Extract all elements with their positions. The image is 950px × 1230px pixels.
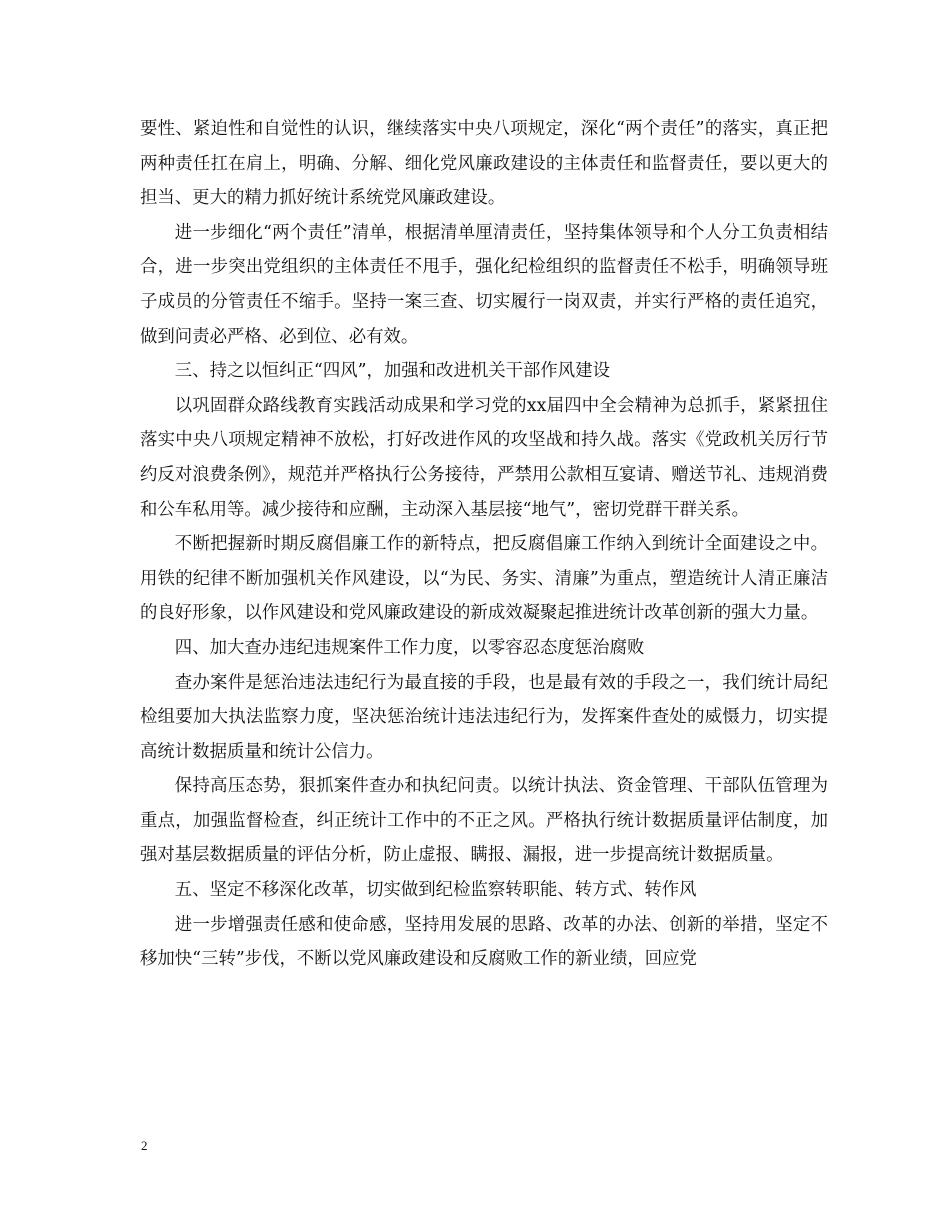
paragraph-1: 要性、紧迫性和自觉性的认识，继续落实中央八项规定，深化“两个责任”的落实，真正把两种责任扛在肩上，明确、分解、细化党风廉政建设的主体责任和监督责任，要以更大的担当、更大的精力抓好统计系统党风廉政建设。 [140,119,828,209]
section-heading-5: 五、坚定不移深化改革，切实做到纪检监察转职能、转方式、转作风 [174,880,697,901]
paragraph-5: 不断把握新时期反腐倡廉工作的新特点，把反腐倡廉工作纳入到统计全面建设之中。用铁的纪律不断加强机关作风建设，以“为民、务实、清廉”为重点，塑造统计人清正廉洁的良好形象，以作风建设和党风廉政建设的新成效凝聚起推进统计改革创新的强大力量。 [140,534,828,624]
page-number: 2 [141,1138,148,1153]
paragraph-7: 查办案件是惩治违法违纪行为最直接的手段，也是最有效的手段之一，我们统计局纪检组要加大执法监察力度，坚决惩治统计违法违纪行为，发挥案件查处的威慑力，切实提高统计数据质量和统计公信力。 [140,672,828,762]
section-heading-4: 四、加大查办违纪违规案件工作力度，以零容忍态度惩治腐败 [174,637,645,658]
paragraph-8: 保持高压态势，狠抓案件查办和执纪问责。以统计执法、资金管理、干部队伍管理为重点，加强监督检查，纠正统计工作中的不正之风。严格执行统计数据质量评估制度，加强对基层数据质量的评估分析，防止虚报、瞒报、漏报，进一步提高统计数据质量。 [140,776,828,866]
paragraph-2: 进一步细化“两个责任”清单，根据清单厘清责任，坚持集体领导和个人分工负责相结合，进一步突出党组织的主体责任不甩手，强化纪检组织的监督责任不松手，明确领导班子成员的分管责任不缩手。坚持一案三查、切实履行一岗双责，并实行严格的责任追究，做到问责必严格、必到位、必有效。 [140,222,828,347]
paragraph-10: 进一步增强责任感和使命感，坚持用发展的思路、改革的办法、创新的举措，坚定不移加快“三转”步伐，不断以党风廉政建设和反腐败工作的新业绩，回应党 [140,914,828,970]
paragraph-4: 以巩固群众路线教育实践活动成果和学习党的xx届四中全会精神为总抓手，紧紧扭住落实中央八项规定精神不放松，打好改进作风的攻坚战和持久战。落实《党政机关厉行节约反对浪费条例》，规范并严格执行公务接待，严禁用公款相互宴请、赠送节礼、违规消费和公车私用等。减少接待和应酬，主动深入基层接“地气”，密切党群干群关系。 [140,395,828,520]
document-body [140,112,828,977]
section-heading-3: 三、持之以恒纠正“四风”，加强和改进机关干部作风建设 [174,361,610,382]
